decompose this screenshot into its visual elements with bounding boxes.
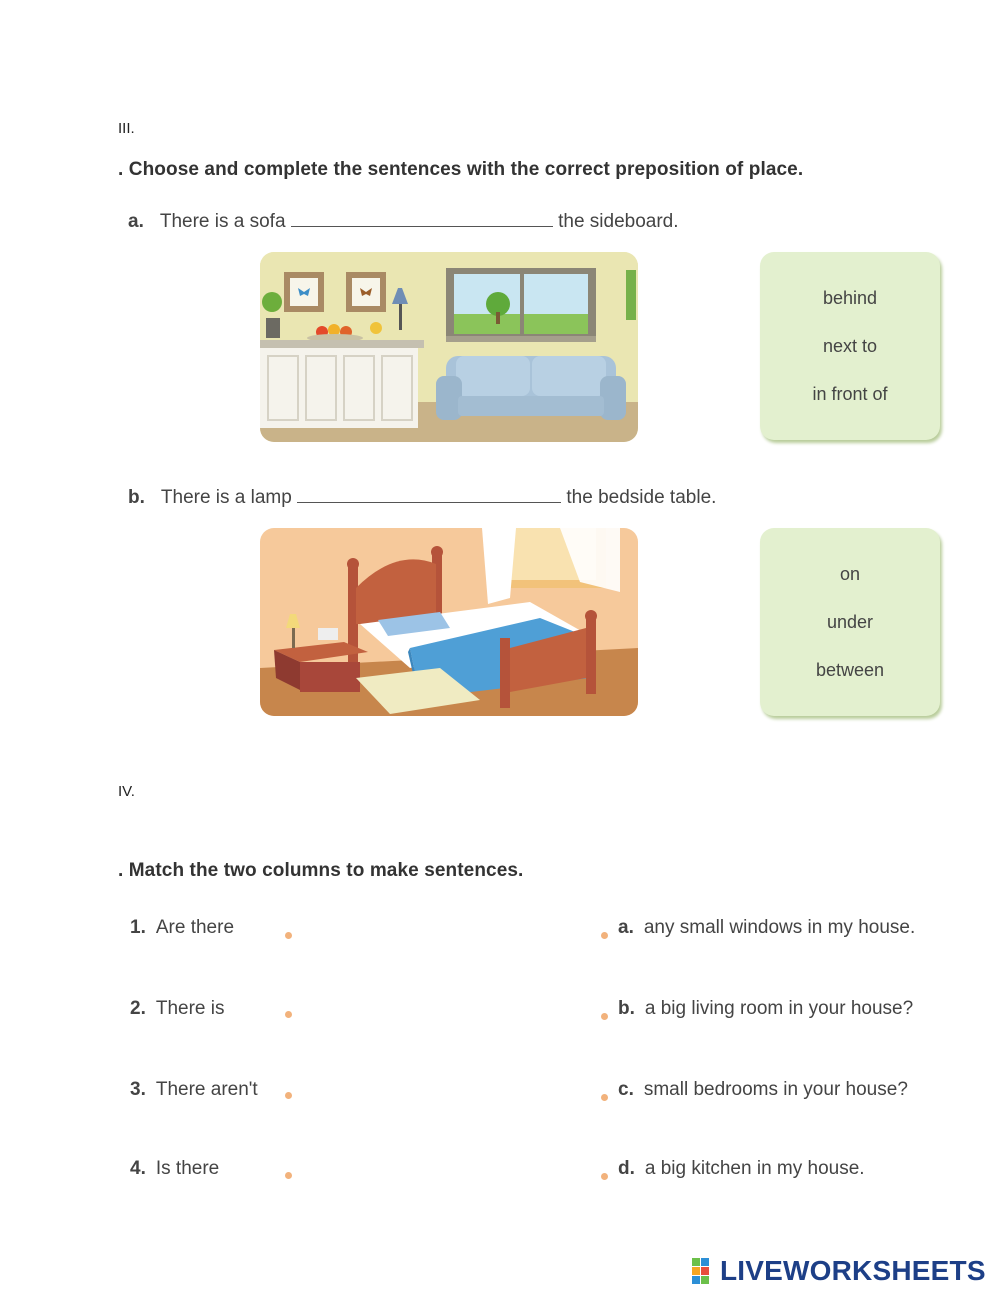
question-b [128,487,716,509]
match-number: 2. [130,998,146,1019]
match-dot-right-c[interactable] [601,1094,608,1101]
match-text: Are there [155,917,235,938]
match-text: There aren't [155,1079,258,1100]
match-text: any small windows in my house. [643,917,916,938]
question-text-after: the bedside table. [566,487,717,508]
match-dot-left-3[interactable] [285,1092,292,1099]
choice-option[interactable]: next to [822,336,878,356]
liveworksheets-logo-icon [692,1258,718,1284]
question-text-before: There is a sofa [159,211,286,232]
match-left-3 [130,1079,258,1101]
choice-option[interactable]: in front of [812,384,888,404]
question-text-after: the sideboard. [558,211,679,232]
question-letter: b. [128,487,145,508]
section-4-number: IV. [118,783,135,800]
match-dot-left-1[interactable] [285,932,292,939]
match-text: Is there [155,1158,220,1179]
match-left-1 [130,917,234,939]
bedroom-illustration [260,528,638,716]
question-text-before: There is a lamp [160,487,292,508]
choice-box-b [760,528,940,716]
question-a [128,211,679,233]
match-letter: b. [618,998,635,1019]
choice-option[interactable]: between [815,660,885,680]
liveworksheets-logo [692,1255,986,1287]
match-right-d [618,1158,865,1180]
choice-box-a [760,252,940,440]
match-dot-left-2[interactable] [285,1011,292,1018]
match-letter: d. [618,1158,635,1179]
match-text: a big living room in your house? [644,998,914,1019]
match-letter: a. [618,917,634,938]
match-left-2 [130,998,225,1020]
section-4-instruction: . Match the two columns to make sentences. [118,860,524,881]
choice-option[interactable]: behind [822,288,878,308]
match-dot-right-b[interactable] [601,1013,608,1020]
liveworksheets-logo-text: LIVEWORKSHEETS [720,1255,986,1286]
choice-option[interactable]: under [826,612,874,632]
match-number: 4. [130,1158,146,1179]
match-left-4 [130,1158,219,1180]
match-letter: c. [618,1079,634,1100]
match-right-a [618,917,915,939]
match-number: 1. [130,917,146,938]
match-right-c [618,1079,908,1101]
match-number: 3. [130,1079,146,1100]
match-dot-left-4[interactable] [285,1172,292,1179]
match-dot-right-a[interactable] [601,932,608,939]
answer-blank[interactable] [291,212,553,227]
match-text: There is [155,998,225,1019]
section-3-number: III. [118,120,135,137]
question-letter: a. [128,211,144,232]
answer-blank[interactable] [297,488,561,503]
match-text: small bedrooms in your house? [643,1079,908,1100]
choice-option[interactable]: on [839,564,861,584]
match-text: a big kitchen in my house. [644,1158,865,1179]
section-3-instruction: . Choose and complete the sentences with the correct preposition of place. [118,159,804,180]
match-dot-right-d[interactable] [601,1173,608,1180]
living-room-illustration [260,252,638,442]
match-right-b [618,998,913,1020]
